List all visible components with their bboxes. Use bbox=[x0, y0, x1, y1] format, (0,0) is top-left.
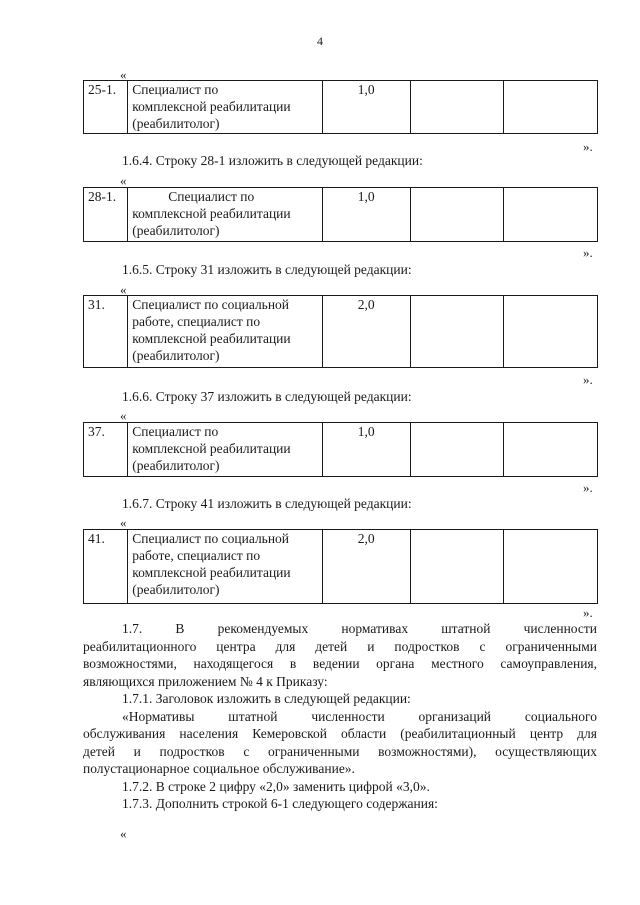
row-number: 28-1. bbox=[84, 188, 128, 242]
paragraph-line: возможностями, находящегося в ведении органа местного самоуправления, bbox=[83, 656, 597, 671]
staff-value: 2,0 bbox=[322, 296, 410, 368]
staff-row-table bbox=[83, 529, 598, 604]
position-name-line: (реабилитолог) bbox=[132, 116, 220, 131]
empty-cell bbox=[504, 188, 598, 242]
staff-row-table bbox=[83, 187, 598, 242]
position-name-line: (реабилитолог) bbox=[132, 582, 220, 597]
paragraph-1-7 bbox=[83, 620, 597, 813]
position-name-line: Специалист по социальной bbox=[132, 531, 290, 546]
paragraph-line: «Нормативы штатной численности организаций социального bbox=[122, 708, 597, 724]
close-quote: ». bbox=[583, 605, 593, 620]
paragraph-1-7-1: 1.7.1. Заголовок изложить в следующей редакции: bbox=[122, 691, 411, 706]
row-number: 25-1. bbox=[84, 81, 128, 134]
empty-cell bbox=[410, 81, 504, 134]
open-quote: « bbox=[120, 67, 127, 82]
empty-cell bbox=[410, 188, 504, 242]
paragraph-line: полустационарное социальное обслуживание». bbox=[83, 761, 355, 776]
empty-cell bbox=[410, 530, 504, 604]
open-quote: « bbox=[120, 173, 127, 188]
position-name-line: Специалист по bbox=[168, 189, 255, 204]
staff-row-table bbox=[83, 422, 598, 477]
position-name bbox=[128, 530, 323, 604]
position-name-line: комплексной реабилитации bbox=[132, 565, 291, 580]
paragraph-line: детей и подростков с ограниченными возможностями), осуществляющих bbox=[83, 743, 597, 759]
row-number: 37. bbox=[84, 423, 128, 477]
empty-cell bbox=[504, 530, 598, 604]
position-name-line: работе, специалист по bbox=[132, 314, 261, 329]
empty-cell bbox=[504, 296, 598, 368]
paragraph-line: реабилитационного центра для детей и подростков с ограниченными bbox=[83, 638, 597, 654]
staff-value: 1,0 bbox=[322, 423, 410, 477]
open-quote: « bbox=[120, 515, 127, 530]
position-name-line: (реабилитолог) bbox=[132, 458, 220, 473]
paragraph-line: являющихся приложением № 4 к Приказу: bbox=[83, 673, 328, 689]
staff-value: 1,0 bbox=[322, 81, 410, 134]
open-quote: « bbox=[120, 282, 127, 297]
position-name-line: Специалист по bbox=[132, 424, 219, 439]
empty-cell bbox=[504, 423, 598, 477]
position-name-line: (реабилитолог) bbox=[132, 348, 220, 363]
position-name-line: (реабилитолог) bbox=[132, 223, 220, 238]
position-name bbox=[128, 81, 323, 134]
position-name bbox=[128, 296, 323, 368]
empty-cell bbox=[504, 81, 598, 134]
empty-cell bbox=[410, 423, 504, 477]
position-name bbox=[128, 188, 323, 242]
close-quote: ». bbox=[583, 245, 593, 260]
paragraph-1-7-2: 1.7.2. В строке 2 цифру «2,0» заменить цифрой «3,0». bbox=[122, 778, 430, 794]
position-name-line: комплексной реабилитации bbox=[132, 441, 291, 456]
staff-row-table bbox=[83, 80, 598, 134]
instruction-text: 1.6.4. Строку 28-1 изложить в следующей редакции: bbox=[122, 153, 423, 168]
position-name-line: работе, специалист по bbox=[132, 548, 261, 563]
row-number: 41. bbox=[84, 530, 128, 604]
instruction-text: 1.6.7. Строку 41 изложить в следующей редакции: bbox=[122, 496, 412, 511]
position-name-line: комплексной реабилитации bbox=[132, 331, 291, 346]
instruction-text: 1.6.5. Строку 31 изложить в следующей редакции: bbox=[122, 262, 412, 277]
position-name-line: Специалист по bbox=[132, 82, 219, 97]
paragraph-1-7-3: 1.7.3. Дополнить строкой 6-1 следующего содержания: bbox=[122, 796, 438, 811]
instruction-text: 1.6.6. Строку 37 изложить в следующей редакции: bbox=[122, 389, 412, 404]
empty-cell bbox=[410, 296, 504, 368]
position-name-line: комплексной реабилитации bbox=[132, 206, 291, 221]
staff-value: 2,0 bbox=[322, 530, 410, 604]
close-quote: ». bbox=[583, 372, 593, 387]
staff-value: 1,0 bbox=[322, 188, 410, 242]
position-name-line: Специалист по социальной bbox=[132, 297, 290, 312]
position-name-line: комплексной реабилитации bbox=[132, 99, 291, 114]
open-quote: « bbox=[120, 408, 127, 423]
page-number: 4 bbox=[317, 34, 323, 48]
position-name bbox=[128, 423, 323, 477]
close-quote: ». bbox=[583, 480, 593, 495]
paragraph-line: 1.7. В рекомендуемых нормативах штатной численности bbox=[122, 621, 597, 636]
paragraph-line: обслуживания населения Кемеровской области (реабилитационный центр для bbox=[83, 726, 597, 741]
close-quote: ». bbox=[583, 139, 593, 154]
staff-row-table bbox=[83, 295, 598, 368]
open-quote: « bbox=[120, 826, 127, 841]
row-number: 31. bbox=[84, 296, 128, 368]
